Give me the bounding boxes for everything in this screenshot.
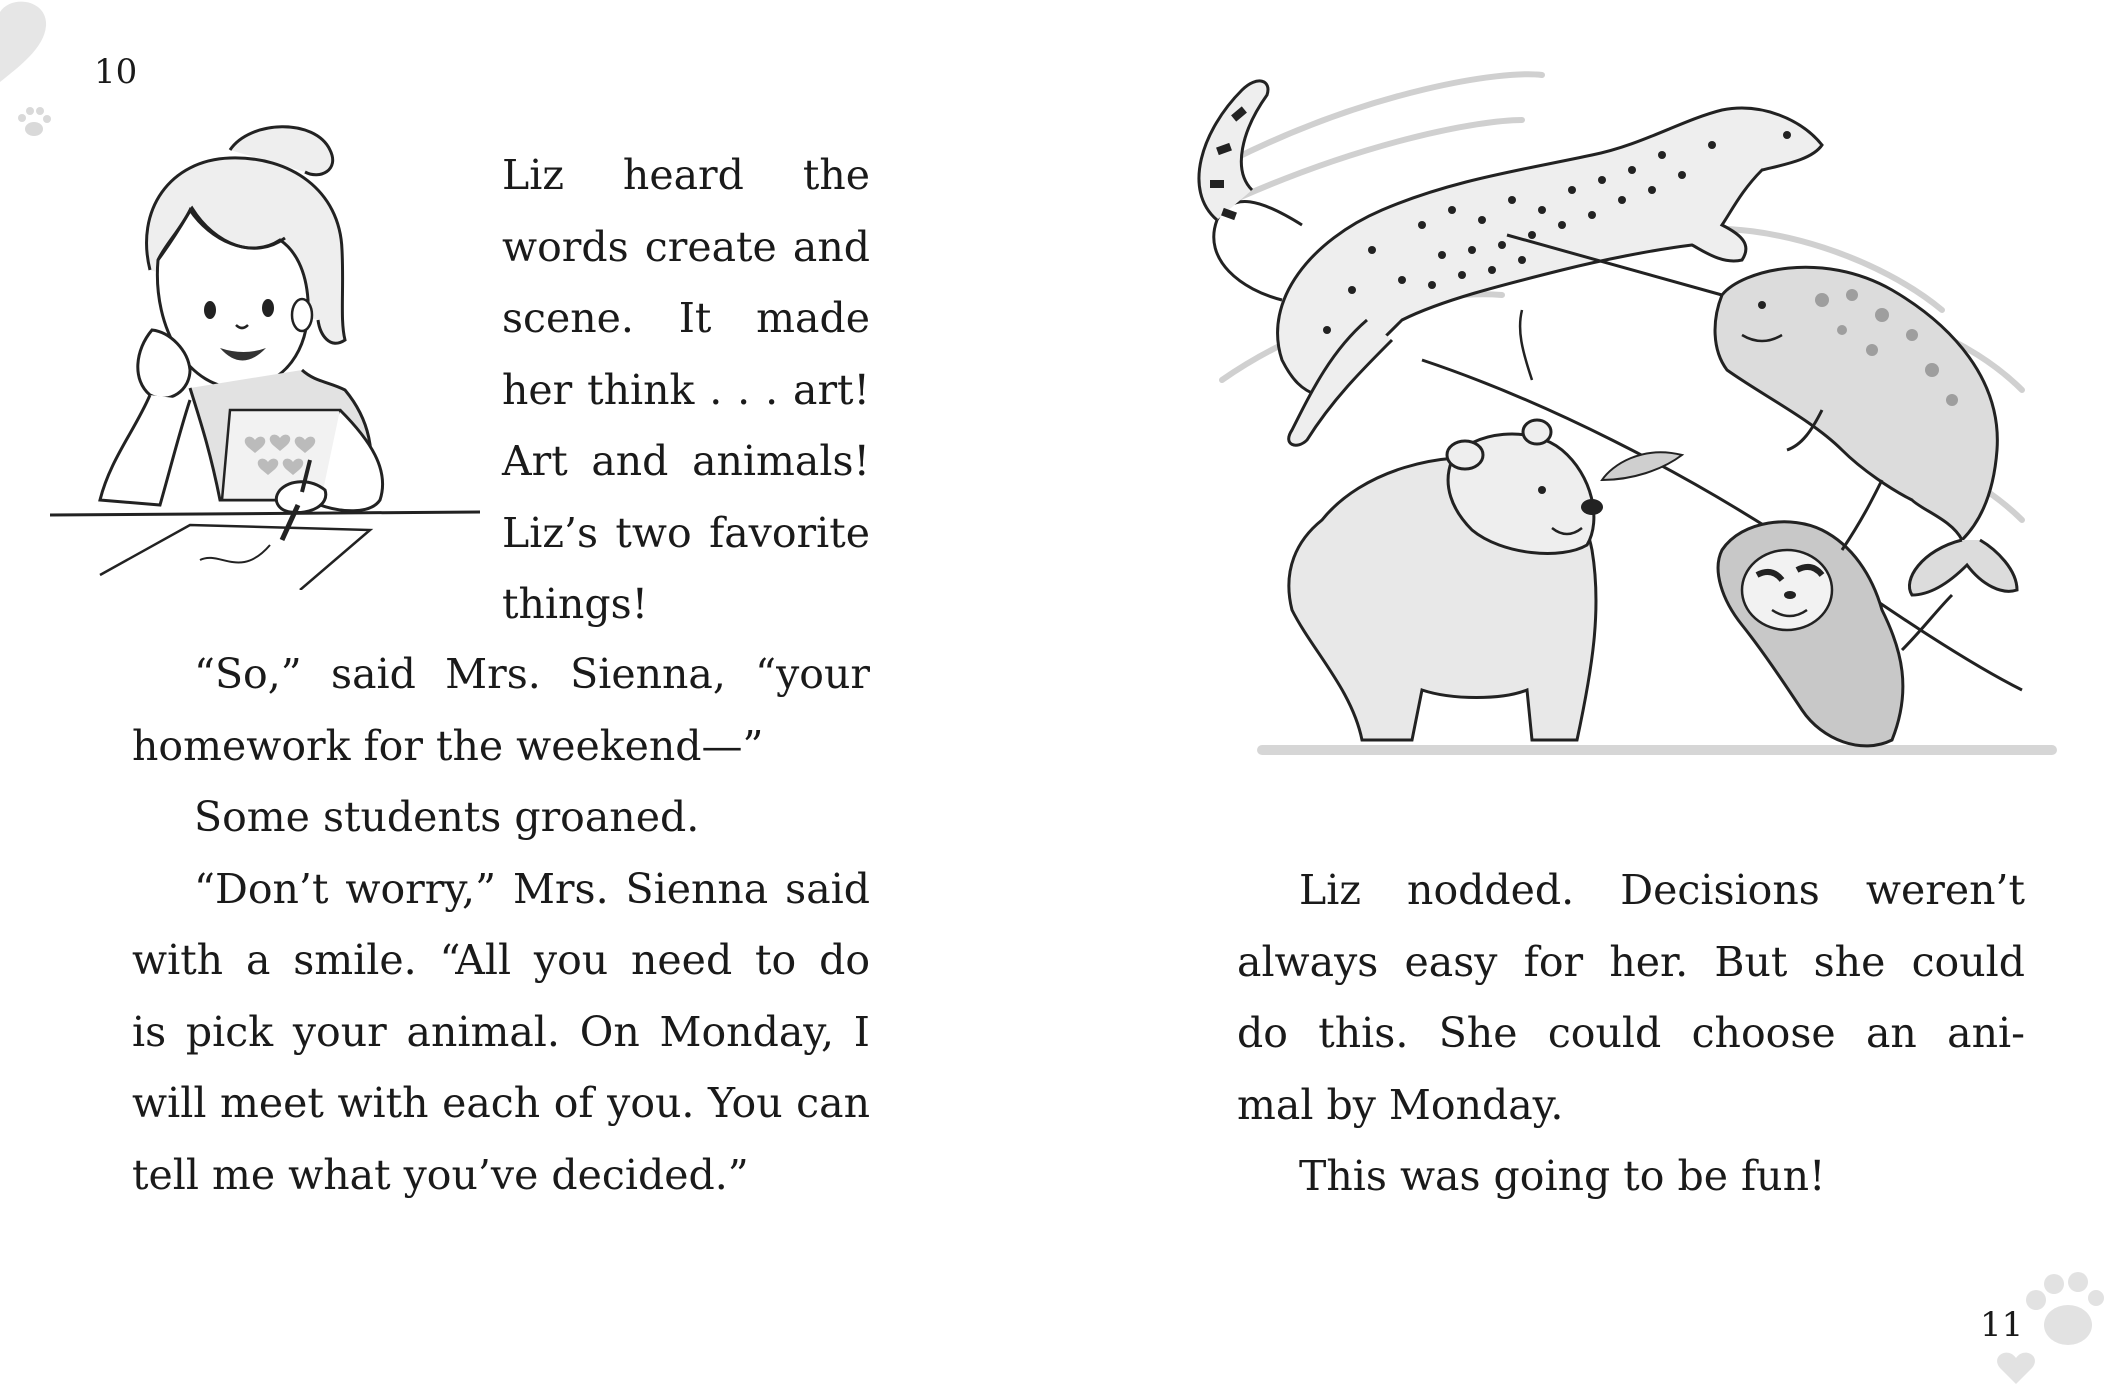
- text-line: Liz heard the: [502, 151, 870, 199]
- text-line: her think . . . art!: [502, 365, 870, 414]
- paragraph: [1237, 1141, 2025, 1213]
- heart-decoration-icon: [0, 0, 90, 90]
- text-line: Liz nodded. Decisions weren’t: [1299, 866, 2025, 914]
- paragraph: [1237, 855, 2025, 1141]
- text-line: do this. She could choose an ani-: [1237, 1009, 2025, 1057]
- animals-illustration: [1122, 50, 2102, 860]
- text-line: Art and animals!: [502, 437, 870, 485]
- text-line: scene. It made: [502, 294, 870, 342]
- wrap-text-block: [502, 140, 870, 641]
- text-line: with a smile. “All you need to do: [132, 936, 870, 984]
- text-line: words create and: [502, 222, 870, 271]
- text-line: Some students groaned.: [194, 793, 700, 841]
- left-body-text: [132, 639, 870, 1211]
- page-number: 10: [94, 52, 138, 92]
- page-number: 11: [1980, 1305, 2024, 1345]
- text-line: tell me what you’ve decided.”: [132, 1150, 749, 1199]
- left-page: [0, 0, 1052, 1400]
- text-line: Liz’s two favorite: [502, 508, 870, 557]
- wrap-paragraph: [502, 140, 870, 641]
- heart-decoration-icon: [1996, 1350, 2036, 1386]
- text-line: will meet with each of you. You can: [132, 1079, 870, 1127]
- text-line: homework for the weekend—”: [132, 721, 764, 770]
- text-line: is pick your animal. On Monday, I: [132, 1007, 870, 1056]
- text-line: things!: [502, 580, 649, 628]
- girl-drawing-illustration: [40, 120, 490, 590]
- paragraph: [132, 782, 870, 854]
- right-page: [1052, 0, 2104, 1400]
- text-line: always easy for her. But she could: [1237, 937, 2025, 986]
- paragraph: [132, 854, 870, 1212]
- text-line: “So,” said Mrs. Sienna, “your: [194, 650, 870, 698]
- paw-print-icon: [2022, 1270, 2104, 1350]
- paragraph: [132, 639, 870, 782]
- text-line: This was going to be fun!: [1299, 1152, 1826, 1200]
- text-line: “Don’t worry,” Mrs. Sienna said: [194, 864, 870, 913]
- text-line: mal by Monday.: [1237, 1080, 1564, 1129]
- right-body-text: [1237, 855, 2025, 1213]
